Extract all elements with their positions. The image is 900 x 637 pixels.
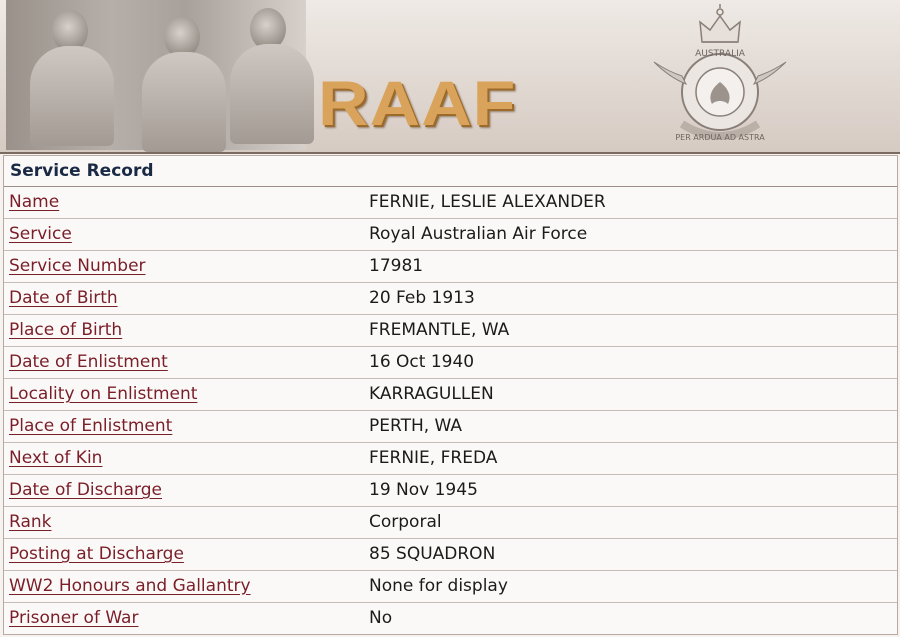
record-row <box>4 507 897 539</box>
record-field-link[interactable]: Next of Kin <box>9 448 103 468</box>
record-field-value: 16 Oct 1940 <box>369 352 475 372</box>
service-record-table <box>3 155 898 635</box>
record-field-value: Royal Australian Air Force <box>369 224 588 244</box>
record-field-link[interactable]: Date of Birth <box>9 288 118 308</box>
crest-motto-text: PER ARDUA AD ASTRA <box>675 133 765 142</box>
record-field-link[interactable]: Place of Enlistment <box>9 416 173 436</box>
record-row <box>4 475 897 507</box>
record-field-value: Corporal <box>369 512 442 532</box>
record-row <box>4 571 897 603</box>
record-row <box>4 187 897 219</box>
record-row <box>4 219 897 251</box>
record-field-link[interactable]: Date of Enlistment <box>9 352 168 372</box>
record-field-link[interactable]: Posting at Discharge <box>9 544 184 564</box>
record-field-value: None for display <box>369 576 508 596</box>
record-field-link[interactable]: WW2 Honours and Gallantry <box>9 576 251 596</box>
record-field-link[interactable]: Prisoner of War <box>9 608 139 628</box>
raaf-banner <box>0 0 900 154</box>
record-field-value: 19 Nov 1945 <box>369 480 478 500</box>
record-field-value: FREMANTLE, WA <box>369 320 510 340</box>
raaf-logo-text: RAAF <box>318 68 517 139</box>
record-field-value: 85 SQUADRON <box>369 544 496 564</box>
record-row <box>4 315 897 347</box>
record-field-link[interactable]: Locality on Enlistment <box>9 384 198 404</box>
record-field-value: No <box>369 608 393 628</box>
record-field-link[interactable]: Name <box>9 192 60 212</box>
record-row <box>4 411 897 443</box>
record-row <box>4 443 897 475</box>
crest-name-text: AUSTRALIA <box>695 49 745 59</box>
record-field-value: FERNIE, LESLIE ALEXANDER <box>369 192 606 212</box>
record-field-link[interactable]: Rank <box>9 512 52 532</box>
record-field-value: FERNIE, FREDA <box>369 448 498 468</box>
record-field-link[interactable]: Service Number <box>9 256 146 276</box>
record-row <box>4 251 897 283</box>
record-field-link[interactable]: Service <box>9 224 72 244</box>
raaf-crest-icon <box>652 4 788 148</box>
airmen-photo <box>6 0 306 150</box>
record-field-value: 17981 <box>369 256 424 276</box>
record-field-link[interactable]: Date of Discharge <box>9 480 162 500</box>
record-row <box>4 379 897 411</box>
record-row <box>4 347 897 379</box>
record-field-value: PERTH, WA <box>369 416 463 436</box>
record-title: Service Record <box>4 156 897 187</box>
record-field-value: 20 Feb 1913 <box>369 288 475 308</box>
record-row <box>4 283 897 315</box>
record-field-link[interactable]: Place of Birth <box>9 320 123 340</box>
record-row <box>4 603 897 634</box>
record-field-value: KARRAGULLEN <box>369 384 494 404</box>
record-row <box>4 539 897 571</box>
